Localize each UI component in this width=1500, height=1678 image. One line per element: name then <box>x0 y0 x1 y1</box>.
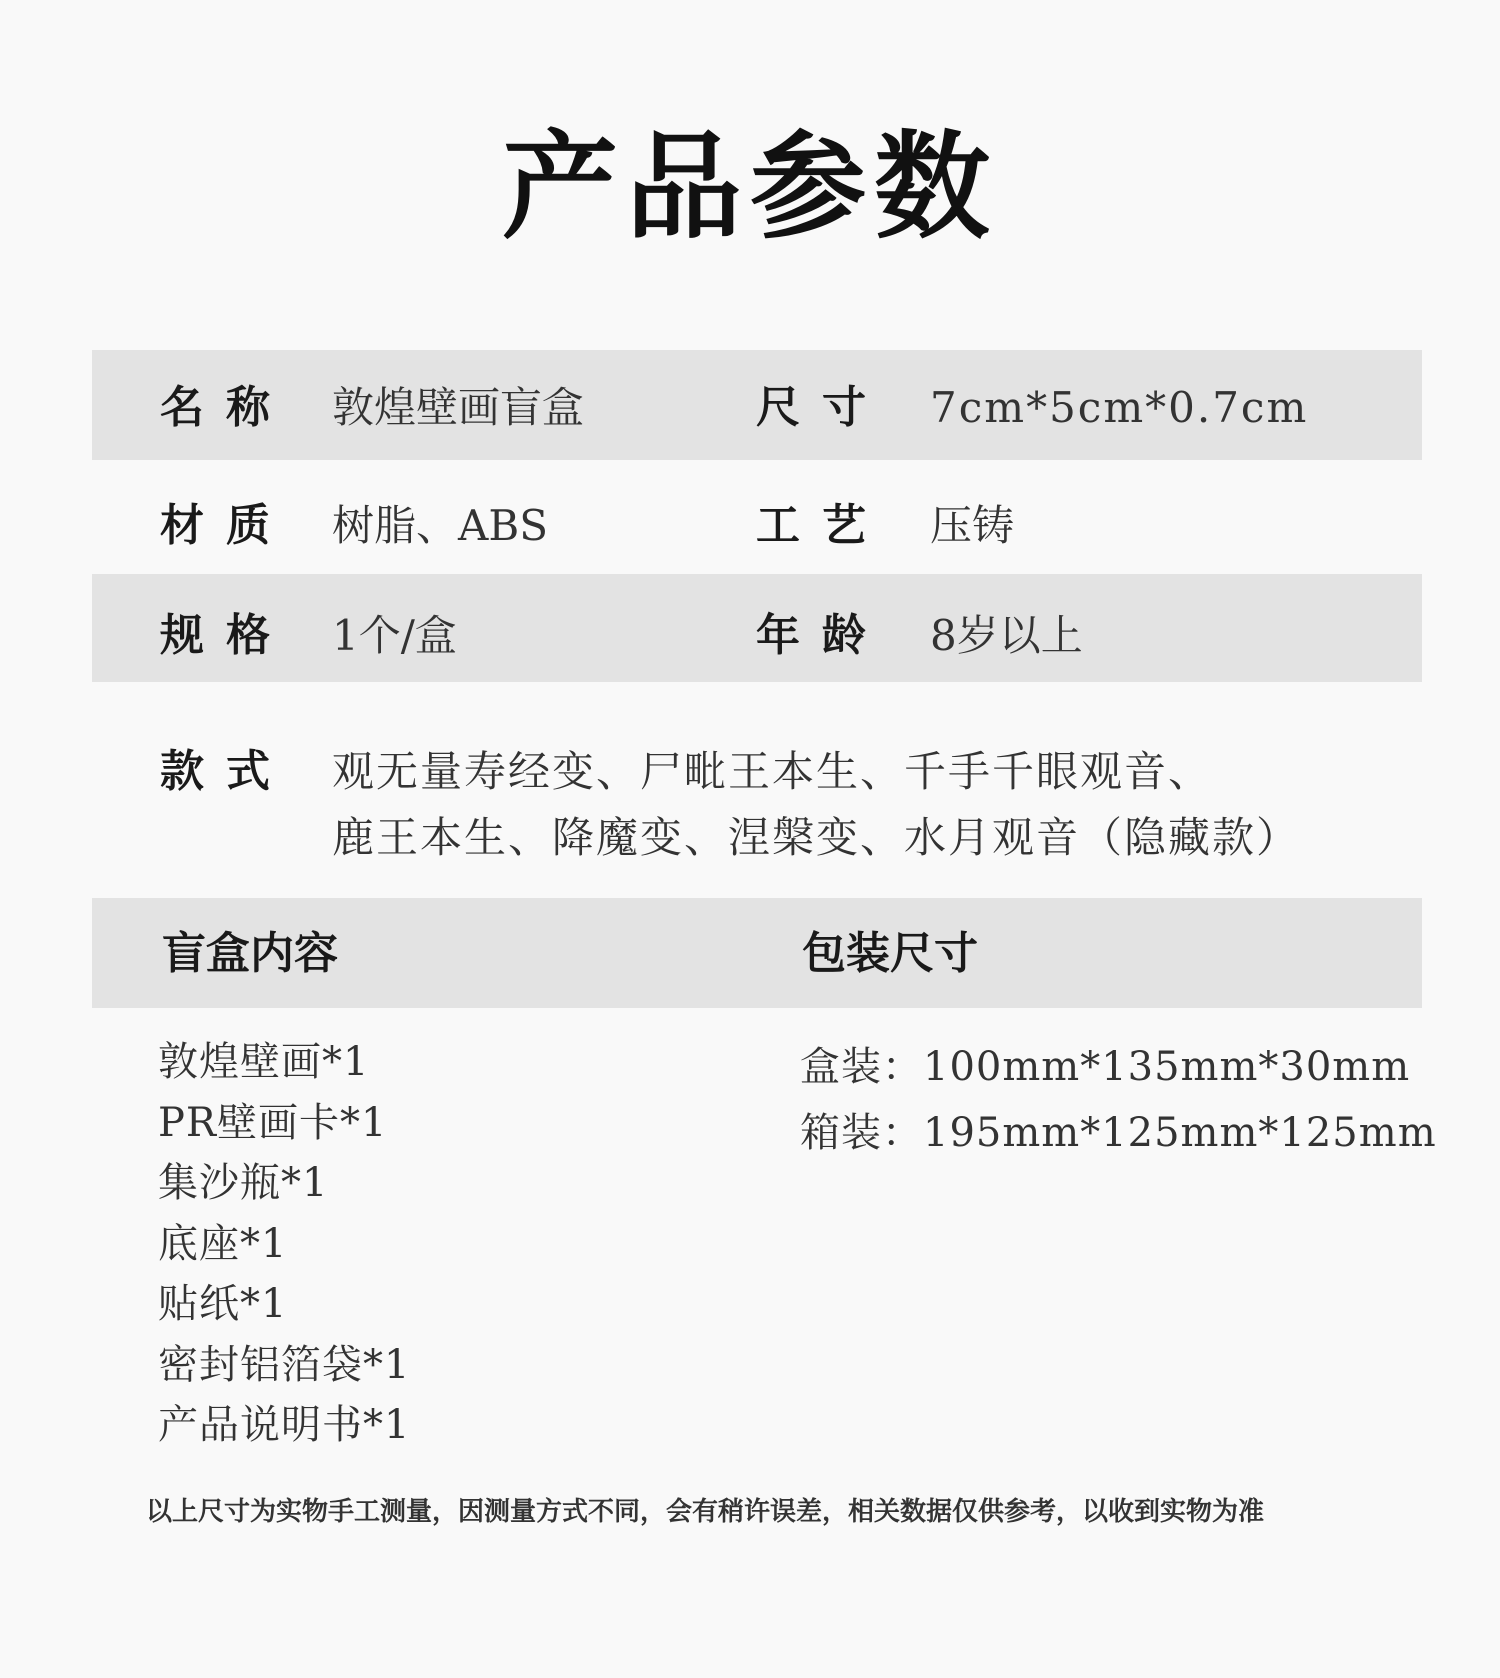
page-title: 产品参数 <box>502 120 998 255</box>
name-label: 名称 <box>160 382 292 433</box>
list-item: 贴纸*1 <box>158 1281 288 1327</box>
style-value-line1: 观无量寿经变、尸毗王本生、千手千眼观音、 <box>332 747 1213 796</box>
packaging-heading: 包装尺寸 <box>802 928 978 979</box>
footnote: 以上尺寸为实物手工测量，因测量方式不同，会有稍许误差，相关数据仅供参考，以收到实物为准 <box>146 1497 1265 1527</box>
contents-list <box>158 1032 410 1456</box>
list-item: PR壁画卡*1 <box>158 1099 388 1146</box>
spec-row-spec-age <box>0 606 1500 666</box>
style-label: 款式 <box>160 746 292 797</box>
material-label: 材质 <box>160 500 292 551</box>
list-item: 集沙瓶*1 <box>158 1160 329 1206</box>
list-item: 产品说明书*1 <box>158 1402 411 1448</box>
list-item: 底座*1 <box>158 1220 288 1267</box>
spec-label: 规格 <box>160 610 292 661</box>
age-value: 8岁以上 <box>930 611 1083 660</box>
spec-row-name-size <box>0 378 1500 438</box>
list-item: 敦煌壁画*1 <box>158 1039 370 1085</box>
spec-value: 1个/盒 <box>332 611 457 660</box>
craft-value: 压铸 <box>930 501 1015 550</box>
spec-row-material-craft <box>0 496 1500 556</box>
list-item: 密封铝箔袋*1 <box>158 1341 411 1388</box>
material-value: 树脂、ABS <box>332 501 548 550</box>
age-label: 年龄 <box>756 610 888 661</box>
craft-label: 工艺 <box>756 500 888 551</box>
packaging-list <box>800 1034 1437 1166</box>
contents-heading: 盲盒内容 <box>162 928 338 979</box>
packaging-carton-size: 箱装：195mm*125mm*125mm <box>800 1110 1437 1156</box>
size-label: 尺寸 <box>756 382 888 433</box>
style-value-line2: 鹿王本生、降魔变、涅槃变、水月观音（隐藏款） <box>332 813 1301 862</box>
size-value: 7cm*5cm*0.7cm <box>930 383 1309 432</box>
packaging-box-size: 盒装：100mm*135mm*30mm <box>800 1044 1411 1090</box>
name-value: 敦煌壁画盲盒 <box>332 383 585 432</box>
